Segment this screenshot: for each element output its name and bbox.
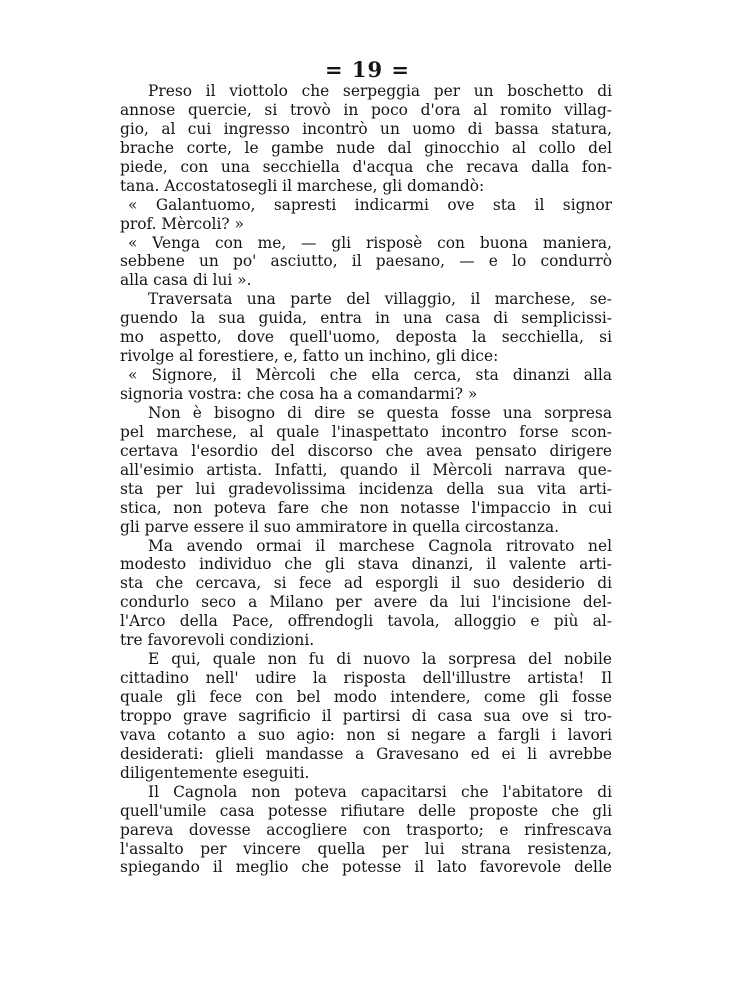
text-line: prof. Mèrcoli? » <box>120 214 244 233</box>
text-line: stica, non poteva fare che non notasse l'impaccio in cui <box>120 498 612 517</box>
text-line: « Signore, il Mèrcoli che ella cerca, sta dinanzi alla <box>128 366 612 385</box>
text-line: gio, al cui ingresso incontrò un uomo di bassa statura, <box>120 119 612 138</box>
text-line: l'assalto per vincere quella per lui strana resistenza, <box>120 839 612 858</box>
text-line: « Venga con me, — gli risposè con buona maniera, <box>128 233 612 252</box>
text-line: quale gli fece con bel modo intendere, come gli fosse <box>120 688 612 706</box>
text-line: spiegando il meglio che potesse il lato favorevole delle <box>120 858 612 877</box>
text-line: Non è bisogno di dire se questa fosse una sorpresa <box>148 403 612 422</box>
text-line: condurlo seco a Milano per avere da lui l'incisione del- <box>120 593 612 612</box>
text-line: E qui, quale non fu di nuovo la sorpresa del nobile <box>148 650 612 669</box>
page-number: = 19 = <box>324 57 411 82</box>
text-line: quell'umile casa potesse rifiutare delle proposte che gli <box>120 801 612 820</box>
text-line: « Galantuomo, sapresti indicarmi ove sta il signor <box>128 195 612 214</box>
text-line: guendo la sua guida, entra in una casa di semplicissi- <box>120 309 612 328</box>
text-line: all'esimio artista. Infatti, quando il Mèrcoli narrava que- <box>120 460 612 479</box>
text-line: sebbene un po' asciutto, il paesano, — e lo condurrò <box>120 252 612 271</box>
text-line: Traversata una parte del villaggio, il marchese, se- <box>148 290 612 309</box>
text-line: vava cotanto a suo agio: non si negare a fargli i lavori <box>120 725 612 744</box>
text-line: troppo grave sagrificio il partirsi di casa sua ove si tro- <box>120 706 612 725</box>
text-line: l'Arco della Pace, offrendogli tavola, alloggio e più al- <box>120 612 612 631</box>
text-line: mo aspetto, dove quell'uomo, deposta la secchiella, si <box>120 328 612 347</box>
text-line: sta per lui gradevolissima incidenza della sua vita arti- <box>120 479 612 498</box>
text-line: desiderati: glieli mandasse a Gravesano ed ei li avrebbe <box>120 744 612 763</box>
text-line: Il Cagnola non poteva capacitarsi che l'abitatore di <box>148 782 612 801</box>
text-line: sta che cercava, si fece ad esporgli il suo desiderio di <box>120 574 612 593</box>
text-line: cittadino nell' udire la risposta dell'illustre artista! Il <box>120 669 612 688</box>
text-line: pareva dovesse accogliere con trasporto; e rinfrescava <box>120 820 612 839</box>
text-line: Ma avendo ormai il marchese Cagnola ritrovato nel <box>148 536 612 555</box>
text-line: tana. Accostatosegli il marchese, gli domandò: <box>120 176 485 195</box>
text-line: brache corte, le gambe nude dal ginocchio al collo del <box>120 138 612 157</box>
text-line: rivolge al forestiere, e, fatto un inchino, gli dice: <box>120 347 499 366</box>
page-text-body <box>120 82 612 877</box>
text-line: alla casa di lui ». <box>120 271 252 290</box>
text-line: modesto individuo che gli stava dinanzi, il valente arti- <box>120 555 612 574</box>
text-line: signoria vostra: che cosa ha a comandarmi? » <box>120 385 478 403</box>
text-line: piede, con una secchiella d'acqua che recava dalla fon- <box>120 157 612 176</box>
text-line: annose quercie, si trovò in poco d'ora al romito villag- <box>120 100 612 119</box>
text-line: certava l'esordio del discorso che avea pensato dirigere <box>120 441 612 460</box>
text-line: diligentemente eseguiti. <box>120 763 310 782</box>
text-line: Preso il viottolo che serpeggia per un boschetto di <box>148 82 612 100</box>
text-line: gli parve essere il suo ammiratore in quella circostanza. <box>120 517 560 536</box>
text-line: tre favorevoli condizioni. <box>120 631 315 650</box>
text-line: pel marchese, al quale l'inaspettato incontro forse scon- <box>120 422 612 441</box>
